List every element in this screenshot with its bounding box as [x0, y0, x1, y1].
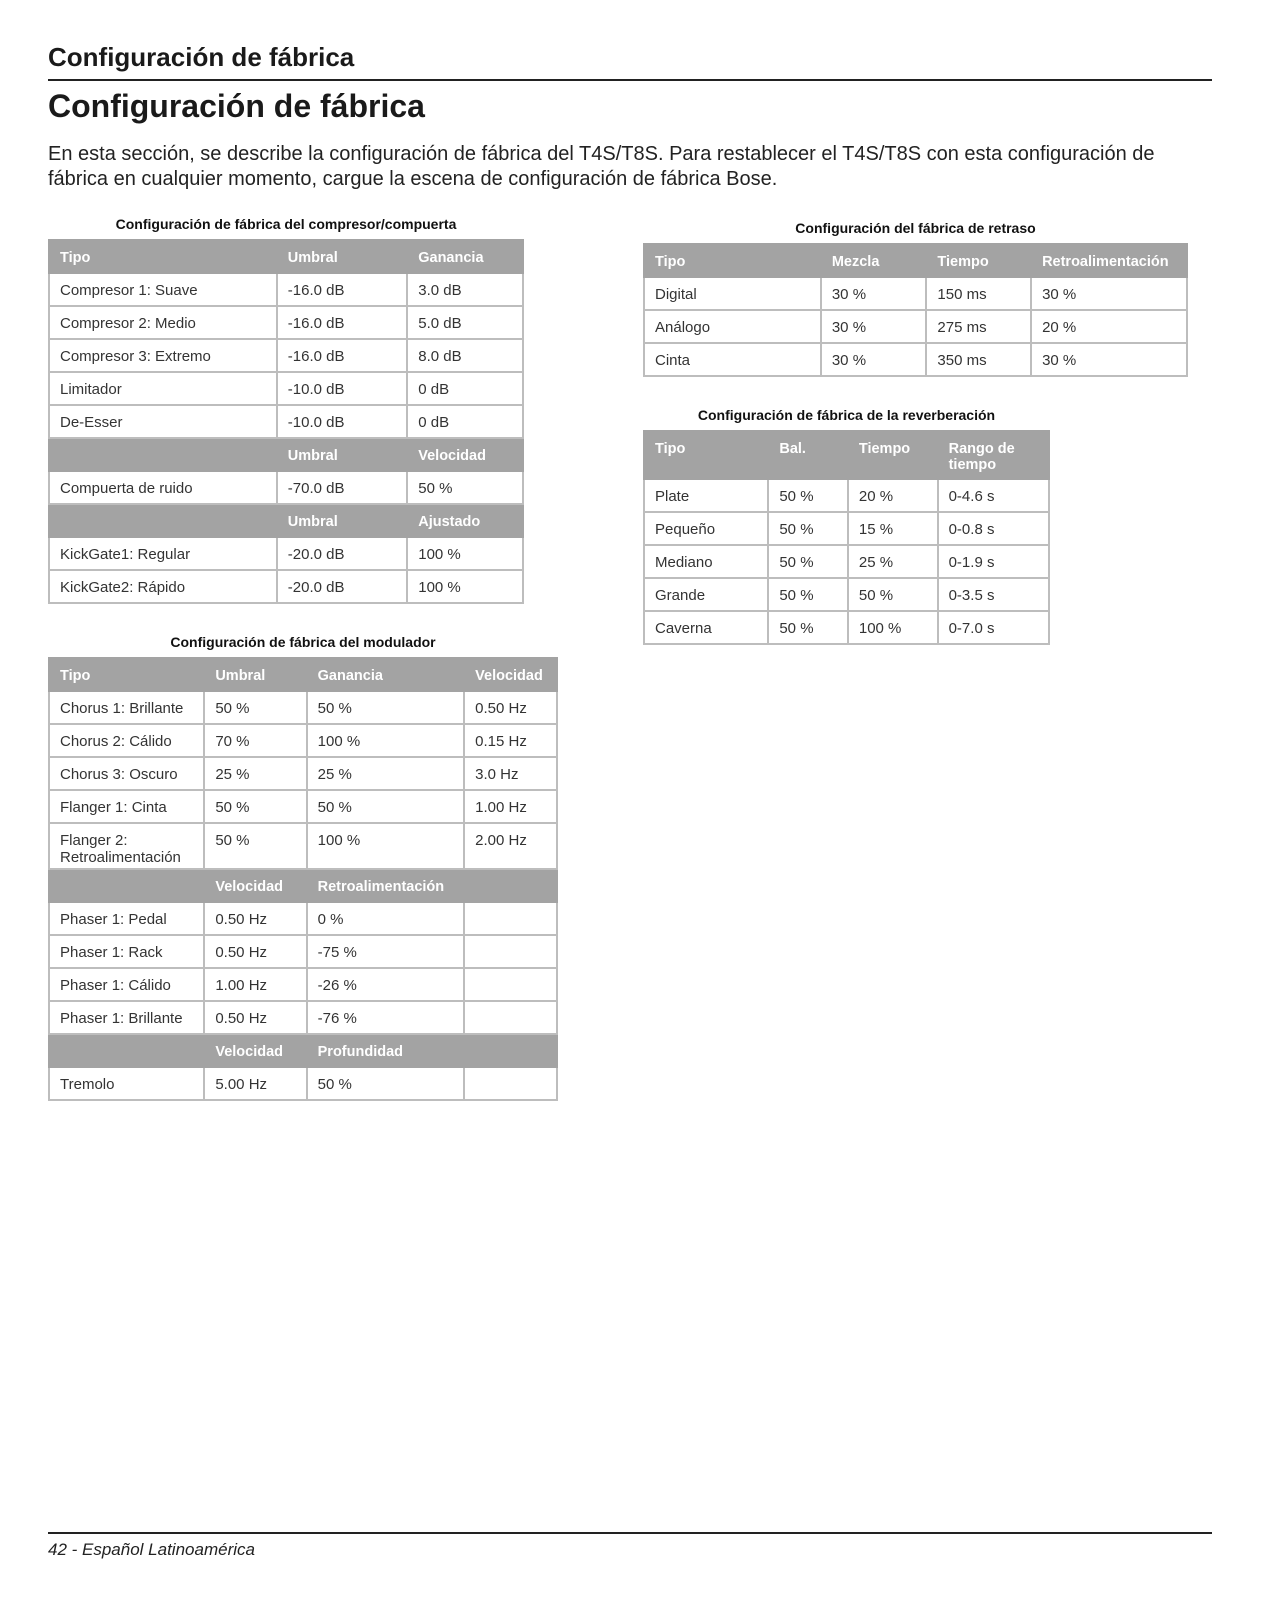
page-footer: 42 - Español Latinoamérica [48, 1540, 255, 1559]
table-cell: 50 % [307, 1067, 465, 1100]
column-header: Ganancia [407, 240, 523, 273]
table-cell: 0-4.6 s [938, 479, 1049, 512]
table-cell: 100 % [307, 724, 465, 757]
table-cell: 0-0.8 s [938, 512, 1049, 545]
table-cell: 350 ms [926, 343, 1031, 376]
table-cell: 100 % [407, 537, 523, 570]
table-row [49, 790, 557, 823]
table-cell: Compresor 3: Extremo [49, 339, 277, 372]
table-row [644, 310, 1187, 343]
table-cell: KickGate2: Rápido [49, 570, 277, 603]
reverb-table-section [643, 407, 1050, 645]
table-cell: Grande [644, 578, 768, 611]
column-header: Bal. [768, 431, 848, 479]
table-cell: -10.0 dB [277, 372, 407, 405]
column-header: Profundidad [307, 1034, 465, 1067]
table-cell: Chorus 1: Brillante [49, 691, 204, 724]
table-cell: Compuerta de ruido [49, 471, 277, 504]
table-cell: Tremolo [49, 1067, 204, 1100]
table-row [49, 405, 523, 438]
table-cell: 20 % [1031, 310, 1187, 343]
delay-table [643, 243, 1188, 377]
column-header: Ajustado [407, 504, 523, 537]
table-cell: Mediano [644, 545, 768, 578]
modulator-table-caption: Configuración de fábrica del modulador [170, 634, 436, 650]
table-row [49, 902, 557, 935]
delay-table-section [643, 220, 1188, 377]
table-cell: Phaser 1: Brillante [49, 1001, 204, 1034]
column-header: Umbral [277, 240, 407, 273]
running-header: Configuración de fábrica [48, 42, 1212, 81]
column-header: Tiempo [848, 431, 938, 479]
table-cell: 100 % [848, 611, 938, 644]
column-header [49, 869, 204, 902]
table-cell: -10.0 dB [277, 405, 407, 438]
table-cell: Flanger 1: Cinta [49, 790, 204, 823]
table-cell: 1.00 Hz [464, 790, 557, 823]
table-cell: Phaser 1: Cálido [49, 968, 204, 1001]
column-header: Umbral [204, 658, 306, 691]
table-cell: 3.0 Hz [464, 757, 557, 790]
table-cell: 70 % [204, 724, 306, 757]
table-cell: Compresor 1: Suave [49, 273, 277, 306]
table-cell: 0-1.9 s [938, 545, 1049, 578]
table-cell: -20.0 dB [277, 570, 407, 603]
footer-divider [48, 1532, 1212, 1534]
table-cell: 50 % [204, 823, 306, 869]
table-cell: Plate [644, 479, 768, 512]
table-cell: -76 % [307, 1001, 465, 1034]
compressor-header-row [49, 438, 523, 471]
table-cell: 5.00 Hz [204, 1067, 306, 1100]
reverb-header-row [644, 431, 1049, 479]
table-cell: 50 % [768, 578, 848, 611]
compressor-table-section [48, 216, 524, 604]
table-cell: -75 % [307, 935, 465, 968]
table-cell: 50 % [768, 611, 848, 644]
reverb-table-caption: Configuración de fábrica de la reverberación [697, 407, 996, 423]
modulator-header-row [49, 1034, 557, 1067]
delay-table-caption: Configuración del fábrica de retraso [795, 220, 1036, 236]
table-cell: Compresor 2: Medio [49, 306, 277, 339]
table-cell: 150 ms [926, 277, 1031, 310]
table-cell: 0 dB [407, 405, 523, 438]
table-cell: 0 dB [407, 372, 523, 405]
table-cell: 0-7.0 s [938, 611, 1049, 644]
table-row [49, 372, 523, 405]
column-header: Retroalimentación [307, 869, 465, 902]
table-cell: 275 ms [926, 310, 1031, 343]
table-cell: 50 % [204, 790, 306, 823]
column-header: Tipo [49, 240, 277, 273]
column-header: Umbral [277, 438, 407, 471]
table-cell: 3.0 dB [407, 273, 523, 306]
column-header: Umbral [277, 504, 407, 537]
table-cell: De-Esser [49, 405, 277, 438]
table-cell: -16.0 dB [277, 273, 407, 306]
table-row [49, 471, 523, 504]
modulator-header-row [49, 869, 557, 902]
table-cell: 100 % [407, 570, 523, 603]
intro-paragraph: En esta sección, se describe la configuración de fábrica del T4S/T8S. Para restablecer el T4S/T8S con esta configuración de fábrica en cualquier momento, cargue la escena de configuración de fábrica Bose. [48, 143, 1155, 190]
column-header: Tipo [644, 431, 768, 479]
table-cell: 50 % [204, 691, 306, 724]
column-header [49, 504, 277, 537]
table-cell: 30 % [1031, 277, 1187, 310]
table-cell: 25 % [204, 757, 306, 790]
column-header [49, 1034, 204, 1067]
table-row [49, 691, 557, 724]
column-header: Tiempo [926, 244, 1031, 277]
table-cell: 1.00 Hz [204, 968, 306, 1001]
table-cell: 50 % [768, 512, 848, 545]
table-cell: Digital [644, 277, 821, 310]
column-header: Velocidad [204, 1034, 306, 1067]
table-row [49, 273, 523, 306]
table-row [644, 578, 1049, 611]
table-row [49, 537, 523, 570]
table-row [49, 570, 523, 603]
compressor-header-row [49, 504, 523, 537]
table-cell: 30 % [821, 343, 927, 376]
column-header: Rango de tiempo [938, 431, 1049, 479]
table-row [49, 724, 557, 757]
table-row [49, 1067, 557, 1100]
table-cell: 8.0 dB [407, 339, 523, 372]
table-cell: Chorus 3: Oscuro [49, 757, 204, 790]
table-cell: 30 % [821, 310, 927, 343]
compressor-table [48, 239, 524, 604]
table-row [49, 935, 557, 968]
table-cell [464, 902, 557, 935]
column-header: Velocidad [204, 869, 306, 902]
table-cell: 0.50 Hz [204, 1001, 306, 1034]
table-row [644, 512, 1049, 545]
table-cell: -26 % [307, 968, 465, 1001]
table-cell: 50 % [768, 545, 848, 578]
table-cell: 25 % [307, 757, 465, 790]
table-cell: 2.00 Hz [464, 823, 557, 869]
table-cell: Cinta [644, 343, 821, 376]
column-header: Ganancia [307, 658, 465, 691]
table-cell: Pequeño [644, 512, 768, 545]
compressor-header-row [49, 240, 523, 273]
table-row [644, 545, 1049, 578]
table-row [49, 757, 557, 790]
table-cell: 50 % [848, 578, 938, 611]
modulator-header-row [49, 658, 557, 691]
table-cell [464, 968, 557, 1001]
table-cell: 15 % [848, 512, 938, 545]
table-cell: 50 % [307, 691, 465, 724]
table-cell: 0.50 Hz [464, 691, 557, 724]
table-cell: 0.50 Hz [204, 935, 306, 968]
table-cell: 0.15 Hz [464, 724, 557, 757]
table-cell [464, 935, 557, 968]
table-cell: 50 % [407, 471, 523, 504]
table-row [49, 339, 523, 372]
column-header: Tipo [644, 244, 821, 277]
table-cell: Phaser 1: Pedal [49, 902, 204, 935]
table-cell: -70.0 dB [277, 471, 407, 504]
modulator-table-section [48, 634, 558, 1101]
table-cell [464, 1001, 557, 1034]
table-cell: -16.0 dB [277, 306, 407, 339]
column-header: Velocidad [407, 438, 523, 471]
column-header [464, 1034, 557, 1067]
column-header [464, 869, 557, 902]
column-header: Mezcla [821, 244, 927, 277]
table-cell: 5.0 dB [407, 306, 523, 339]
page-title: Configuración de fábrica [48, 88, 425, 124]
table-cell: KickGate1: Regular [49, 537, 277, 570]
table-cell: -20.0 dB [277, 537, 407, 570]
table-row [49, 306, 523, 339]
table-row [49, 823, 557, 869]
table-cell: Chorus 2: Cálido [49, 724, 204, 757]
table-cell: Flanger 2: Retroalimentación [49, 823, 204, 869]
table-cell: 0-3.5 s [938, 578, 1049, 611]
table-cell: -16.0 dB [277, 339, 407, 372]
table-row [644, 343, 1187, 376]
table-cell: Análogo [644, 310, 821, 343]
table-cell: 50 % [307, 790, 465, 823]
table-cell: 30 % [1031, 343, 1187, 376]
table-cell: 25 % [848, 545, 938, 578]
table-row [644, 277, 1187, 310]
modulator-table [48, 657, 558, 1101]
table-cell [464, 1067, 557, 1100]
column-header: Tipo [49, 658, 204, 691]
table-cell: 30 % [821, 277, 927, 310]
compressor-table-caption: Configuración de fábrica del compresor/compuerta [115, 216, 457, 232]
table-row [49, 968, 557, 1001]
table-cell: Phaser 1: Rack [49, 935, 204, 968]
table-cell: 50 % [768, 479, 848, 512]
table-cell: 100 % [307, 823, 465, 869]
delay-header-row [644, 244, 1187, 277]
table-cell: 0.50 Hz [204, 902, 306, 935]
table-cell: Caverna [644, 611, 768, 644]
table-cell: 0 % [307, 902, 465, 935]
table-row [49, 1001, 557, 1034]
table-cell: Limitador [49, 372, 277, 405]
column-header: Velocidad [464, 658, 557, 691]
column-header: Retroalimentación [1031, 244, 1187, 277]
table-row [644, 611, 1049, 644]
reverb-table [643, 430, 1050, 645]
table-cell: 20 % [848, 479, 938, 512]
table-row [644, 479, 1049, 512]
column-header [49, 438, 277, 471]
